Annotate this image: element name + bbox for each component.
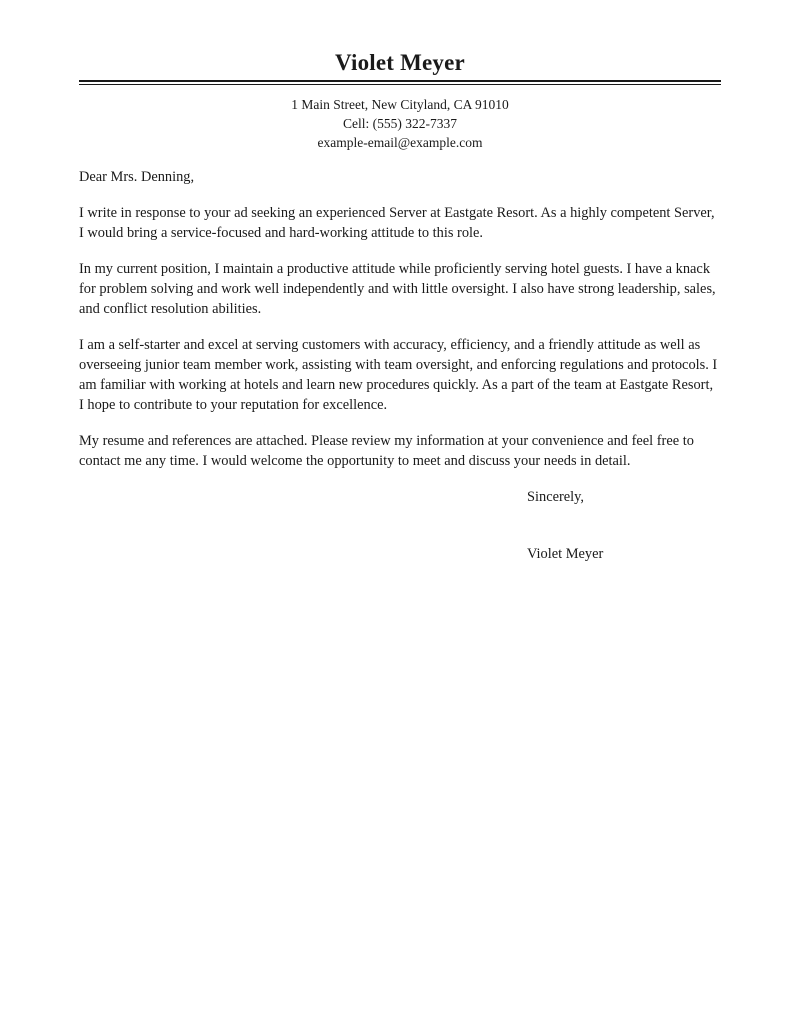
letter-content	[79, 49, 721, 564]
signature-name: Violet Meyer	[527, 546, 604, 562]
contact-email: example-email@example.com	[317, 135, 483, 150]
closing-salutation: Sincerely,	[527, 489, 585, 505]
letter-body	[79, 167, 721, 471]
contact-address: 1 Main Street, New Cityland, CA 91010	[291, 97, 509, 112]
letter-author-name: Violet Meyer	[335, 50, 465, 75]
body-paragraph: I am a self-starter and excel at serving customers with accuracy, efficiency, and a friendly attitude as well as overseeing junior team member work, assisting with team oversight, and enforcing regulations and protocols. I am familiar with working at hotels and learn new procedures quickly. As a part of the team at Eastgate Resort, I hope to contribute to your reputation for excellence.	[79, 337, 718, 413]
contact-cell: Cell: (555) 322-7337	[343, 116, 457, 131]
letter-header	[79, 49, 721, 152]
body-paragraph: I write in response to your ad seeking an experienced Server at Eastgate Resort. As a highly competent Server, I would bring a service-focused and hard-working attitude to this role.	[79, 205, 715, 241]
body-paragraph: My resume and references are attached. Please review my information at your convenience and feel free to contact me any time. I would welcome the opportunity to meet and discuss your needs in detail.	[79, 433, 694, 469]
closing-block	[79, 487, 721, 564]
contact-block	[79, 95, 721, 152]
body-paragraph: In my current position, I maintain a productive attitude while proficiently serving hotel guests. I have a knack for problem solving and work well independently and with little oversight. I also have strong leadership, sales, and conflict resolution abilities.	[79, 261, 716, 317]
salutation: Dear Mrs. Denning,	[79, 169, 195, 185]
header-divider-rule	[79, 80, 721, 85]
